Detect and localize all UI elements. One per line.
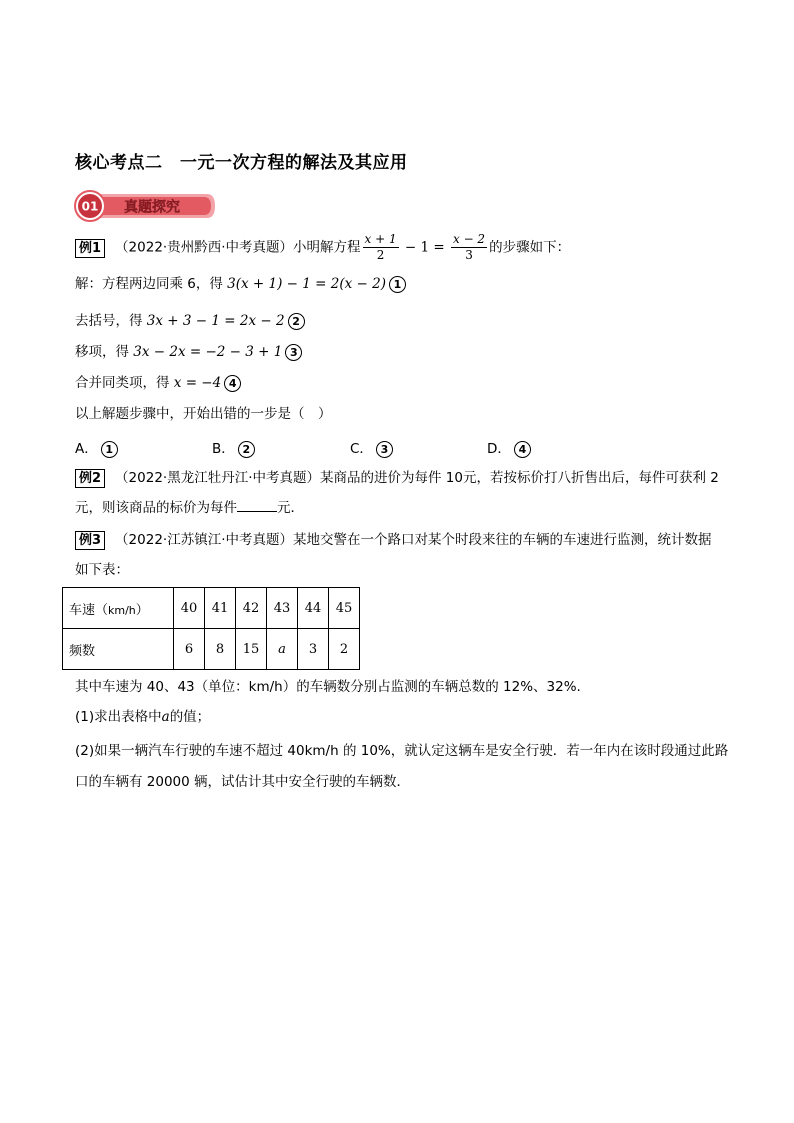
option-b-mark: 2 (238, 441, 255, 458)
q1-text: (1)求出表格中 (75, 709, 162, 725)
ex1-fraction-2 (451, 232, 487, 263)
table-cell: 15 (236, 629, 267, 670)
section-heading: 核心考点二 一元一次方程的解法及其应用 (75, 153, 408, 173)
step3-text: 移项，得 (75, 344, 134, 360)
frac1-numerator: x + 1 (364, 232, 397, 246)
ex1-tail: 的步骤如下： (489, 239, 571, 256)
ex3-text-1: （2022·江苏镇江·中考真题）某地交警在一个路口对某个时段来往的车辆的车速进行监测，统计数据 (115, 532, 712, 548)
step4-text: 合并同类项，得 (75, 375, 174, 391)
banner-label: 真题探究 (124, 199, 180, 216)
table-cell: a (267, 629, 298, 670)
speed-label-close: ） (135, 602, 149, 618)
ex3-question-1 (75, 707, 210, 727)
table-row-frequency (63, 629, 360, 670)
option-a-mark: 1 (101, 441, 118, 458)
option-c[interactable] (350, 437, 393, 458)
step1-text: 解：方程两边同乘 6，得 (75, 276, 228, 292)
ex2-text-2a: 元，则该商品的标价为每件 (75, 500, 237, 516)
table-cell: 44 (298, 588, 329, 629)
option-d-mark: 4 (514, 441, 531, 458)
option-a-label: A． (75, 441, 98, 457)
speed-label: 车速（ (69, 602, 109, 618)
step4-circle-mark: 4 (224, 375, 241, 392)
option-b-label: B． (212, 441, 235, 457)
option-a[interactable] (75, 437, 118, 458)
step1-equation: 3(x + 1) − 1 = 2(x − 2) (227, 276, 386, 292)
table-cell: 8 (205, 629, 236, 670)
speed-frequency-table (62, 587, 360, 670)
option-c-label: C． (350, 441, 373, 457)
ex1-tag: 例1 (75, 239, 105, 258)
option-b[interactable] (212, 437, 255, 458)
ex2-text-1: （2022·黑龙江牡丹江·中考真题）某商品的进价为每件 10元，若按标价打八折售出后，每件可获利 2 (115, 470, 719, 486)
ex1-header (75, 232, 570, 263)
option-d[interactable] (487, 437, 531, 458)
table-cell: 41 (205, 588, 236, 629)
step3-equation: 3x − 2x = −2 − 3 + 1 (133, 344, 283, 360)
step1-circle-mark: 1 (389, 276, 406, 293)
row-header-speed (63, 588, 174, 629)
answer-blank[interactable] (237, 497, 277, 512)
ex1-fraction-1 (363, 232, 399, 263)
ex2-text-2b: 元． (277, 500, 304, 516)
table-cell: 42 (236, 588, 267, 629)
table-cell: 40 (174, 588, 205, 629)
ex2-line-2 (75, 497, 304, 518)
ex1-step-1 (75, 274, 406, 294)
table-cell: 43 (267, 588, 298, 629)
table-cell: 2 (329, 629, 360, 670)
ex1-question: 以上解题步骤中，开始出错的一步是（ ） (75, 406, 332, 422)
ex1-step-4 (75, 373, 241, 393)
ex3-tag: 例3 (75, 531, 105, 550)
ex3-line-1 (75, 530, 712, 550)
ex3-question-2-line-2: 口的车辆有 20000 辆，试估计其中安全行驶的车辆数． (75, 774, 411, 790)
table-cell: 3 (298, 629, 329, 670)
option-d-label: D． (487, 441, 511, 457)
frac1-denominator: 2 (376, 248, 385, 262)
table-row-speed (63, 588, 360, 629)
row-header-frequency: 频数 (63, 629, 174, 670)
ex3-note: 其中车速为 40、43（单位：km/h）的车辆数分别占监测的车辆总数的 12%、32%. (75, 679, 581, 695)
table-cell: 6 (174, 629, 205, 670)
step2-equation: 3x + 3 − 1 = 2x − 2 (146, 313, 285, 329)
ex2-tag: 例2 (75, 469, 105, 488)
ex3-line-2: 如下表： (75, 562, 129, 578)
ex1-step-2 (75, 311, 305, 331)
section-banner (72, 188, 217, 224)
table-cell: 45 (329, 588, 360, 629)
q1-variable: a (161, 709, 170, 725)
ex1-source: （2022·贵州黔西·中考真题）小明解方程 (115, 239, 361, 256)
ex1-mid: − 1 = (400, 239, 449, 256)
step3-circle-mark: 3 (285, 344, 302, 361)
frac2-numerator: x − 2 (452, 232, 486, 246)
banner-number: 01 (81, 199, 99, 214)
ex3-question-2-line-1: (2)如果一辆汽车行驶的车速不超过 40km/h 的 10%，就认定这辆车是安全行驶．若一年内在该时段通过此路 (75, 743, 729, 759)
step2-text: 去括号，得 (75, 313, 147, 329)
step2-circle-mark: 2 (288, 313, 305, 330)
q1-end: 的值； (169, 709, 211, 725)
speed-unit: km/h (108, 603, 136, 617)
ex1-step-3 (75, 342, 302, 362)
frac2-denominator: 3 (465, 248, 473, 262)
option-c-mark: 3 (376, 441, 393, 458)
ex2-line-1 (75, 468, 719, 488)
step4-equation: x = −4 (173, 375, 222, 391)
